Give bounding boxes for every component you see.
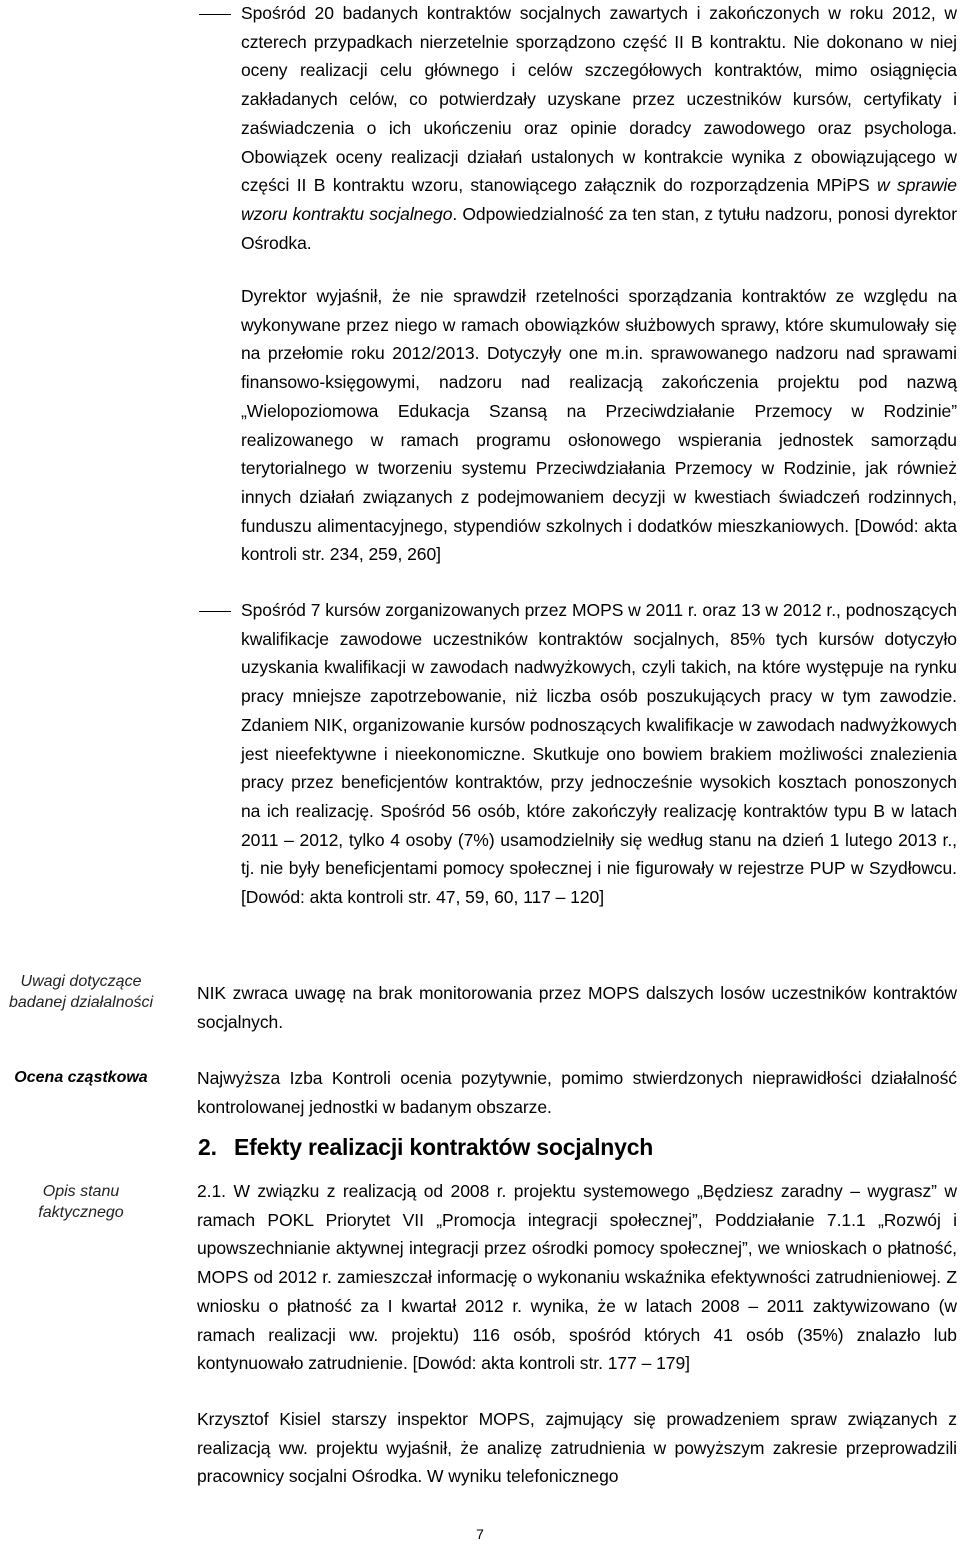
section-title: Efekty realizacji kontraktów socjalnych [234,1134,654,1160]
bullet-dash [199,611,231,612]
section-number: 2. [198,1134,217,1160]
uwagi-paragraph: NIK zwraca uwagę na brak monitorowania przez MOPS dalszych losów uczestników kontraktów socjalnych. [197,983,957,1032]
bullet-dash [199,14,231,15]
side-label-ocena: Ocena cząstkowa [14,1069,148,1086]
section-2-1-paragraph-1: 2.1. W związku z realizacją od 2008 r. projektu systemowego „Będziesz zaradny – wygrasz” w ramach POKL Priorytet VII „Promocja integracji społecznej”, Poddziałanie 7.1.1 „Rozwój i upowszechnianie aktywnej integracji przez ośrodki pomocy społecznej”, we wnioskach o płatność, MOPS od 2012 r. zamieszczał informację o wykonaniu wskaźnika efektywności zatrudnieniowej. Z wniosku o płatność za I kwartał 2012 r. wynika, że w latach 2008 – 2011 zaktywizowano (w ramach realizacji ww. projektu) 116 osób, spośród których 41 osób (35%) znalazło lub kontynuowało zatrudnienie. [Dowód: akta kontroli str. 177 – 179] [197,1181,957,1374]
ocena-paragraph: Najwyższa Izba Kontroli ocenia pozytywnie, pomimo stwierdzonych nieprawidłości działalność kontrolowanej jednostki w badanym obszarze. [197,1068,957,1117]
bullet-1-text-end: . Odpowiedzialność za ten stan, z tytułu nadzoru, ponosi dyrektor Ośrodka. [241,203,957,253]
section-heading [198,1134,653,1161]
page-number: 7 [476,1526,484,1542]
section-2-1-paragraph-2: Krzysztof Kisiel starszy inspektor MOPS, zajmujący się prowadzeniem spraw związanych z realizacją ww. projektu wyjaśnił, że analizę zatrudnienia w powyższym zakresie przeprowadzili pracownicy socjalni Ośrodka. W wyniku telefonicznego [197,1409,957,1487]
bullet-1-paragraph-1 [241,0,957,257]
regulation-title: w sprawie wzoru kontraktu socjalnego [241,175,957,224]
bullet-1-paragraph-2: Dyrektor wyjaśnił, że nie sprawdził rzetelności sporządzania kontraktów ze względu na wykonywane przez niego w ramach obowiązków służbowych sprawy, które skumulowały się na przełomie roku 2012/2013. Dotyczyły one m.in. sprawowanego nadzoru nad sprawami finansowo-księgowymi, nadzoru nad realizacją zakończenia projektu pod nazwą „Wielopoziomowa Edukacja Szansą na Przeciwdziałanie Przemocy w Rodzinie” realizowanego w ramach programu osłonowego wspierania jednostek samorządu terytorialnego w tworzeniu systemu Przeciwdziałania Przemocy w Rodzinie, jak również innych działań związanych z podejmowaniem decyzji w kwestiach świadczeń rodzinnych, funduszu alimentacyjnego, stypendiów szkolnych i dodatków mieszkaniowych. [Dowód: akta kontroli str. 234, 259, 260] [241,286,957,565]
bullet-2-paragraph: Spośród 7 kursów zorganizowanych przez MOPS w 2011 r. oraz 13 w 2012 r., podnoszących kwalifikacje zawodowe uczestników kontraktów socjalnych, 85% tych kursów dotyczyło uzyskania kwalifikacji w zawodach nadwyżkowych, czyli takich, na które występuje na rynku pracy mniejsze zapotrzebowanie, niż liczba osób poszukujących pracy w tym zawodzie. Zdaniem NIK, organizowanie kursów podnoszących kwalifikacje w zawodach nadwyżkowych jest nieefektywne i nieekonomiczne. Skutkuje ono bowiem brakiem możliwości znalezienia pracy przez beneficjentów kontraktów, przy jednocześnie wysokich kosztach ponoszonych na ich realizację. Spośród 56 osób, które zakończyły realizację kontraktów typu B w latach 2011 – 2012, tylko 4 osoby (7%) usamodzielniły się według stanu na dzień 1 lutego 2013 r., tj. nie były beneficjentami pomocy społecznej i nie figurowały w rejestrze PUP w Szydłowcu. [Dowód: akta kontroli str. 47, 59, 60, 117 – 120] [241,600,957,908]
side-label-opis: Opis stanu faktycznego [38,1183,124,1221]
side-label-uwagi: Uwagi dotyczące badanej działalności [8,973,154,1011]
bullet-1-text: Spośród 20 badanych kontraktów socjalnych zawartych i zakończonych w roku 2012, w czterech przypadkach nierzetelnie sporządzono część II B kontraktu. Nie dokonano w niej oceny realizacji celu głównego i celów szczegółowych kontraktów, mimo osiągnięcia zakładanych celów, co potwierdzały uzyskane przez uczestników kursów, certyfikaty i zaświadczenia o ich ukończeniu oraz opinie doradcy zawodowego oraz psychologa. Obowiązek oceny realizacji działań ustalonych w kontrakcie wynika z obowiązującego w części II B kontraktu wzoru, stanowiącego załącznik do rozporządzenia MPiPS [241,3,957,196]
